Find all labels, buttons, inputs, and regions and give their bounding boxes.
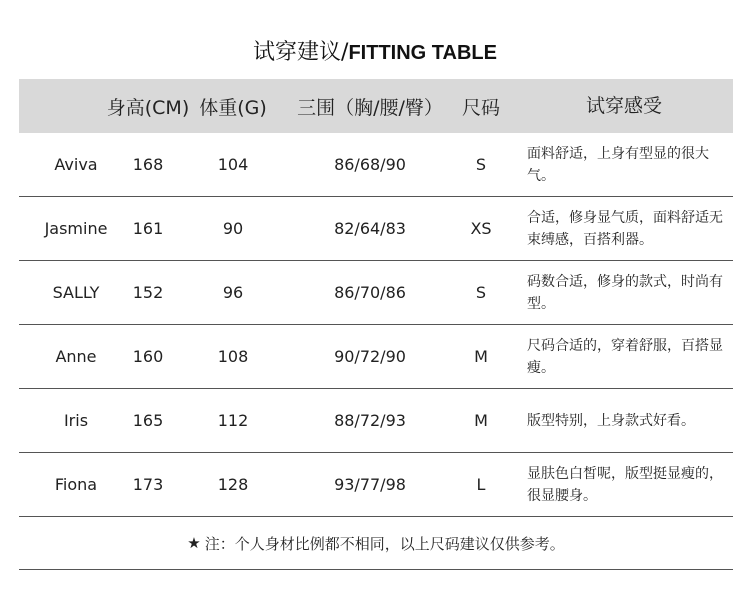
title-en: FITTING TABLE [348,42,497,64]
row-size: S [475,283,487,302]
row-weight: 104 [217,155,249,174]
row-feel [527,197,727,260]
header-measurements: 三围（胸/腰/臀） [297,96,443,119]
row-measurements: 86/68/90 [334,155,406,174]
row-measurements: 82/64/83 [334,219,406,238]
row-height: 165 [132,411,164,430]
row-measurements: 86/70/86 [334,283,406,302]
row-measurements: 88/72/93 [334,411,406,430]
row-name: Jasmine [44,219,108,238]
row-name: Anne [55,347,97,366]
star-icon: ★ [187,534,201,552]
row-name: Aviva [54,155,98,174]
row-feel-text: 版型特别，上身款式好看。 [527,412,695,429]
table-row [19,325,733,389]
row-feel [527,453,727,516]
header-name [19,79,75,133]
row-feel-text: 显肤色白皙呢，版型挺显瘦的，很显腰身。 [527,465,723,504]
row-size: M [474,347,488,366]
row-feel-text: 面料舒适，上身有型显的很大气。 [527,145,709,184]
note [19,517,733,569]
header-weight: 体重(G) [199,96,267,119]
row-size: XS [470,219,492,238]
row-height: 173 [132,475,164,494]
fitting-table [19,79,733,570]
row-weight: 108 [217,347,249,366]
row-name: SALLY [52,283,100,302]
table-row [19,133,733,197]
row-height: 168 [132,155,164,174]
table-row [19,261,733,325]
header-size: 尺码 [461,96,500,119]
row-height: 152 [132,283,164,302]
row-size: M [474,411,488,430]
page-title [0,38,750,68]
row-feel [527,133,727,196]
row-feel [527,325,727,388]
row-weight: 112 [217,411,249,430]
table-row [19,453,733,517]
row-feel-text: 合适，修身显气质，面料舒适无束缚感，百搭利器。 [527,209,723,248]
row-feel-text: 尺码合适的，穿着舒服，百搭显瘦。 [527,337,723,376]
note-text: 注：个人身材比例都不相同，以上尺码建议仅供参考。 [204,534,565,553]
row-feel [527,261,727,324]
title-cn: 试穿建议/ [253,40,349,65]
row-measurements: 93/77/98 [334,475,406,494]
row-feel-text: 码数合适，修身的款式，时尚有型。 [527,273,723,312]
row-weight: 128 [217,475,249,494]
row-name: Fiona [54,475,98,494]
row-height: 160 [132,347,164,366]
table-row [19,197,733,261]
row-measurements: 90/72/90 [334,347,406,366]
row-weight: 96 [222,283,244,302]
header-height: 身高(CM) [106,96,190,119]
table-header [19,79,733,133]
row-weight: 90 [222,219,244,238]
table-row [19,389,733,453]
row-height: 161 [132,219,164,238]
row-size: L [476,475,486,494]
row-name: Iris [63,411,89,430]
header-feel: 试穿感受 [585,95,662,117]
note-row [19,517,733,570]
row-size: S [475,155,487,174]
row-feel [527,389,727,452]
